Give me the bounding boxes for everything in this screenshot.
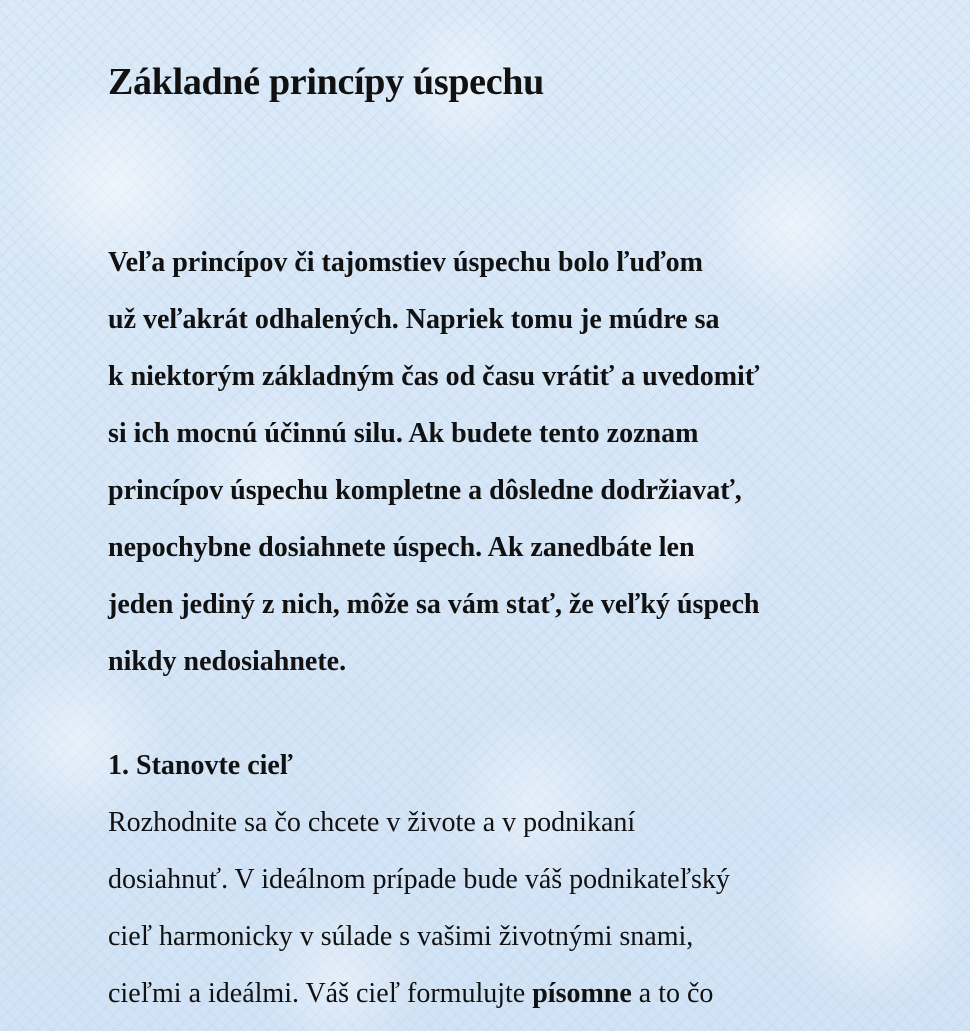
section-heading: 1. Stanovte cieľ xyxy=(108,750,293,781)
intro-line: si ich mocnú účinnú silu. Ak budete tento zoznam xyxy=(108,418,699,449)
section-set-goal xyxy=(108,737,938,1022)
intro-line: k niektorým základným čas od času vrátiť a uvedomiť xyxy=(108,361,760,392)
body-line-last xyxy=(108,965,938,1022)
section-body xyxy=(108,794,938,1022)
body-line: dosiahnuť. V ideálnom prípade bude váš podnikateľský xyxy=(108,864,730,895)
document-content xyxy=(108,58,938,1022)
intro-line: už veľakrát odhalených. Napriek tomu je múdre sa xyxy=(108,304,720,335)
intro-line: princípov úspechu kompletne a dôsledne dodržiavať, xyxy=(108,475,742,506)
body-line: Rozhodnite sa čo chcete v živote a v podnikaní xyxy=(108,807,636,838)
body-line: cieľ harmonicky v súlade s vašimi životnými snami, xyxy=(108,921,694,952)
intro-line: jeden jediný z nich, môže sa vám stať, že veľký úspech xyxy=(108,589,760,620)
emphasis-text: písomne xyxy=(532,978,632,1009)
body-text-fragment: cieľmi a ideálmi. Váš cieľ formulujte xyxy=(108,978,533,1009)
paragraph-spacer xyxy=(108,690,938,737)
intro-line: nepochybne dosiahnete úspech. Ak zanedbáte len xyxy=(108,532,695,563)
intro-line: nikdy nedosiahnete. xyxy=(108,646,347,677)
document-title: Základné princípy úspechu xyxy=(108,61,544,103)
body-text-fragment: a to čo xyxy=(631,978,714,1009)
intro-line: Veľa princípov či tajomstiev úspechu bolo ľuďom xyxy=(108,247,703,278)
intro-paragraph xyxy=(108,234,938,690)
